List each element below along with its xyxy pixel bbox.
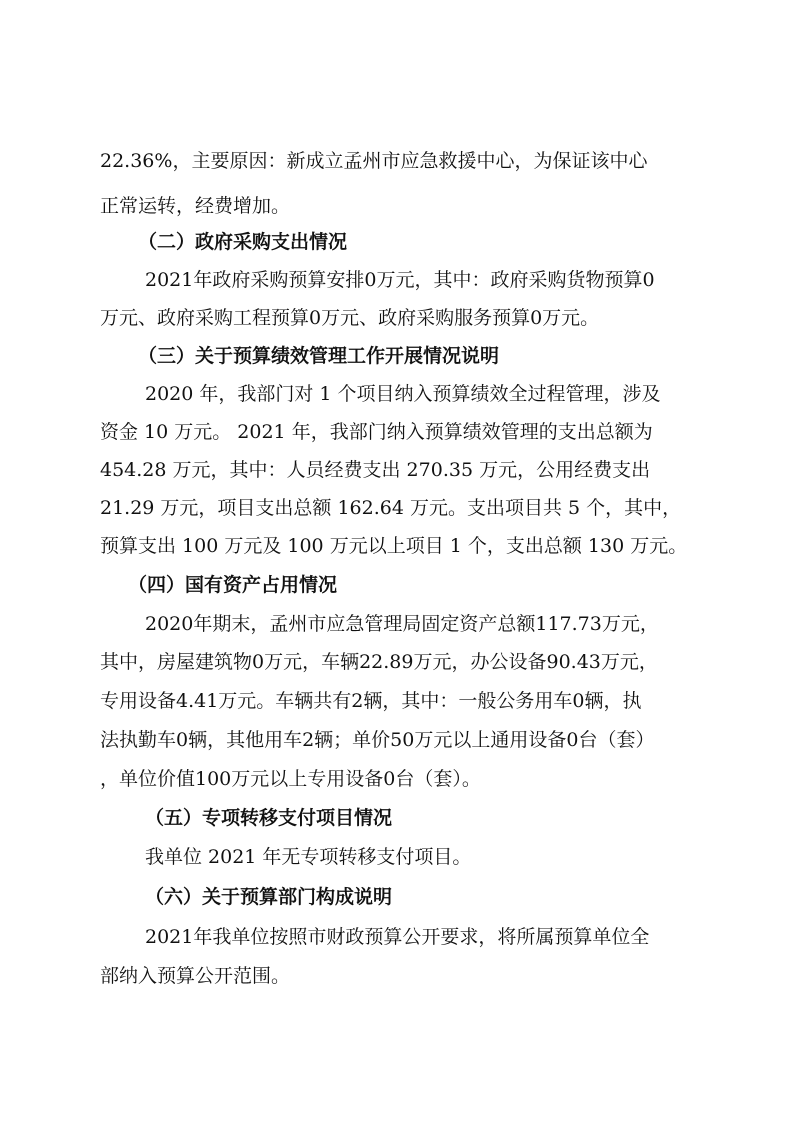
section-heading-procurement: （二）政府采购支出情况 bbox=[138, 231, 348, 253]
body-text-line: 2021年政府采购预算安排0万元，其中：政府采购货物预算0 bbox=[145, 269, 655, 291]
section-heading-performance: （三）关于预算绩效管理工作开展情况说明 bbox=[138, 345, 500, 367]
body-text-line: 2020 年，我部门对 1 个项目纳入预算绩效全过程管理，涉及 bbox=[145, 383, 661, 405]
section-heading-assets: （四）国有资产占用情况 bbox=[128, 574, 338, 596]
body-text-line: 专用设备4.41万元。车辆共有2辆，其中：一般公务用车0辆，执 bbox=[100, 690, 642, 712]
body-text-line: 2020年期末，孟州市应急管理局固定资产总额117.73万元， bbox=[145, 613, 659, 635]
body-text-line: ，单位价值100万元以上专用设备0台（套）。 bbox=[100, 768, 481, 790]
body-text-line: 法执勤车0辆，其他用车2辆；单价50万元以上通用设备0台（套） bbox=[100, 729, 655, 751]
section-heading-department-composition: （六）关于预算部门构成说明 bbox=[145, 886, 393, 908]
body-text-line: 其中，房屋建筑物0万元，车辆22.89万元，办公设备90.43万元， bbox=[100, 651, 658, 673]
body-text-line: 22.36%，主要原因：新成立孟州市应急救援中心，为保证该中心 bbox=[100, 150, 648, 172]
body-text-line: 正常运转，经费增加。 bbox=[100, 195, 291, 217]
body-text-line: 预算支出 100 万元及 100 万元以上项目 1 个，支出总额 130 万元。 bbox=[100, 535, 688, 557]
section-heading-transfer-payment: （五）专项转移支付项目情况 bbox=[145, 807, 393, 829]
body-text-line: 21.29 万元，项目支出总额 162.64 万元。支出项目共 5 个，其中， bbox=[100, 497, 682, 519]
body-text-line: 资金 10 万元。 2021 年，我部门纳入预算绩效管理的支出总额为 bbox=[100, 421, 653, 443]
body-text-line: 我单位 2021 年无专项转移支付项目。 bbox=[145, 846, 472, 868]
body-text-line: 454.28 万元，其中：人员经费支出 270.35 万元，公用经费支出 bbox=[100, 459, 651, 481]
body-text-line: 部纳入预算公开范围。 bbox=[100, 965, 291, 987]
body-text-line: 2021年我单位按照市财政预算公开要求，将所属预算单位全 bbox=[145, 926, 650, 948]
body-text-line: 万元、政府采购工程预算0万元、政府采购服务预算0万元。 bbox=[100, 307, 600, 329]
